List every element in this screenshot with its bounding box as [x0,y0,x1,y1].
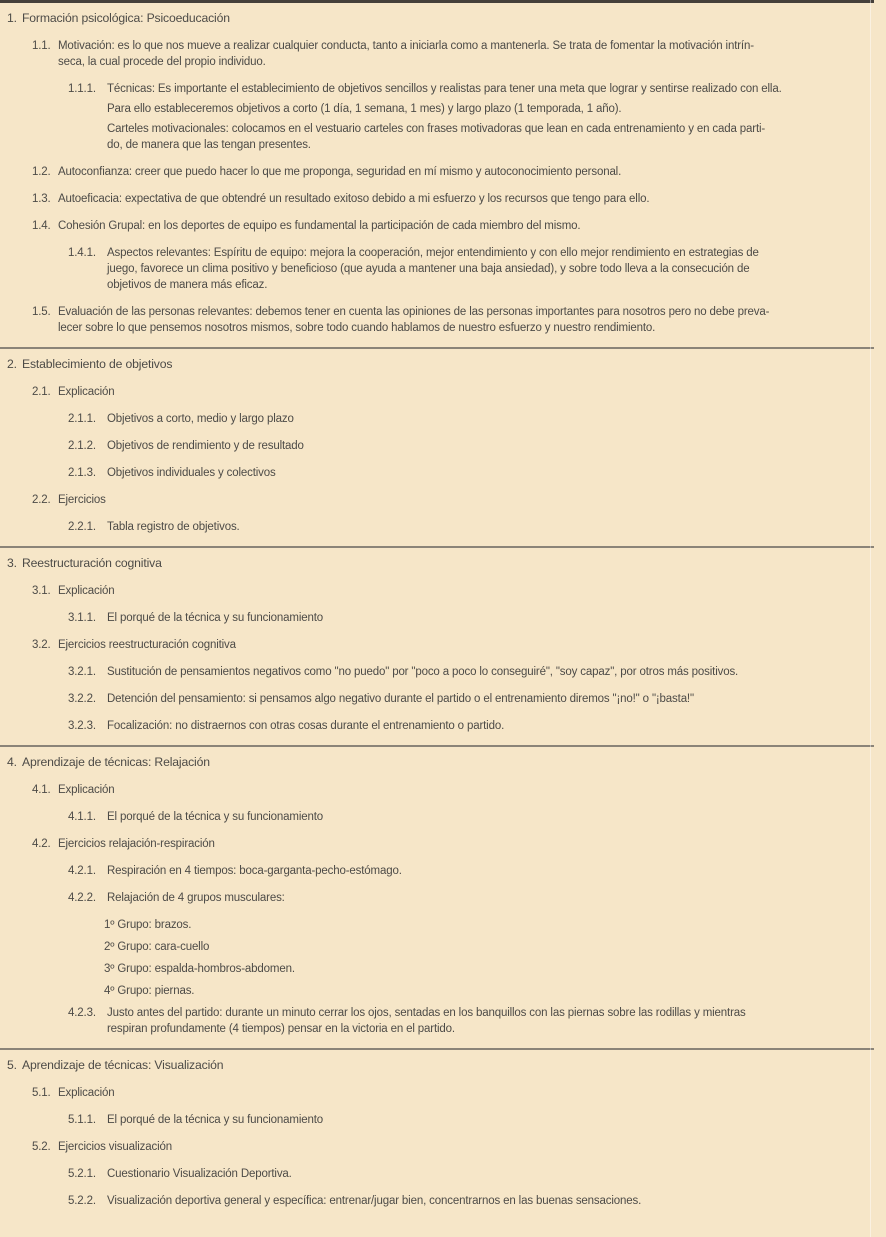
section-number: 1. [7,11,17,25]
item-lines [58,1139,886,1155]
item-line: Justo antes del partido: durante un minuto cerrar los ojos, sentadas en los banquillos con las piernas sobre las rodillas y mientras [107,1007,746,1019]
section-divider [0,1048,874,1050]
outline-item [0,164,886,180]
item-number: 1.3. [32,193,51,205]
outline-item [0,492,886,508]
item-number: 3.1. [32,585,51,597]
item-line: Cuestionario Visualización Deportiva. [107,1168,292,1180]
item-number: 1.4. [32,220,51,232]
item-lines [107,411,886,427]
item-line: El porqué de la técnica y su funcionamiento [107,1114,324,1126]
outline-item [0,691,886,707]
item-line: Focalización: no distraernos con otras cosas durante el entrenamiento o partido. [107,720,505,732]
item-lines [58,782,886,798]
item-number: 5.1. [32,1087,51,1099]
section-header [0,10,886,26]
item-line: Explicación [58,1087,115,1099]
item-number: 2.1.1. [68,413,96,425]
item-lines [107,101,886,117]
item-number: 4.2.2. [68,892,96,904]
outline-section [0,356,886,535]
item-line: Explicación [58,585,115,597]
outline-item [0,1139,886,1155]
item-lines [107,438,886,454]
section-divider [0,347,874,349]
item-line: Relajación de 4 grupos musculares: [107,892,285,904]
item-line: Formación psicológica: Psicoeducación [22,11,230,25]
item-number: 5.2.1. [68,1168,96,1180]
item-line: Tabla registro de objetivos. [107,521,240,533]
outline-item [0,121,886,153]
item-number: 1.1.1. [68,83,96,95]
item-line: 1º Grupo: brazos. [104,919,192,931]
item-line: Explicación [58,386,115,398]
outline-item [0,1112,886,1128]
item-line: Evaluación de las personas relevantes: debemos tener en cuenta las opiniones de las personas importantes para nosotros pero no debe preva- [58,306,770,318]
item-lines [58,218,886,234]
item-lines [107,465,886,481]
item-number: 3.2. [32,639,51,651]
item-number: 4.2.3. [68,1007,96,1019]
item-line: Motivación: es lo que nos mueve a realizar cualquier conducta, tanto a iniciarla como a mantenerla. Se trata de fomentar la motivación intrín- [58,40,754,52]
item-line: Técnicas: Es importante el establecimiento de objetivos sencillos y realistas para tener una meta que lograr y sentirse realizado con ella. [107,83,782,95]
item-line: Para ello estableceremos objetivos a corto (1 día, 1 semana, 1 mes) y largo plazo (1 temporada, 1 año). [107,103,622,115]
outline-item [0,961,886,977]
item-number: 2.1.2. [68,440,96,452]
item-lines [58,836,886,852]
item-number: 3.2.2. [68,693,96,705]
item-line: Autoconfianza: creer que puedo hacer lo que me proponga, seguridad en mí mismo y autoconocimiento personal. [58,166,622,178]
item-lines [104,961,886,977]
item-lines [58,164,886,180]
outline-item [0,1085,886,1101]
item-number: 2.2. [32,494,51,506]
outline-item [0,890,886,906]
item-line: Carteles motivacionales: colocamos en el vestuario carteles con frases motivadoras que lean en cada entrenamiento y en cada parti- [107,123,766,135]
outline-item [0,939,886,955]
section-divider [0,745,874,747]
outline-item [0,38,886,70]
item-line: lecer sobre lo que pensemos nosotros mismos, sobre todo cuando hablamos de nuestro esfuerzo y nuestro rendimiento. [58,322,656,334]
item-line: 4º Grupo: piernas. [104,985,195,997]
section-header-text [22,356,886,372]
item-line: Establecimiento de objetivos [22,357,173,371]
outline-item [0,782,886,798]
outline-item [0,1166,886,1182]
item-lines [104,983,886,999]
item-lines [58,583,886,599]
outline-item [0,245,886,293]
outline-section [0,555,886,734]
item-lines [107,1166,886,1182]
outline-item [0,81,886,97]
section-number: 4. [7,755,17,769]
item-number: 1.4.1. [68,247,96,259]
item-number: 4.1. [32,784,51,796]
item-lines [58,384,886,400]
outline-item [0,384,886,400]
item-lines [107,718,886,734]
item-line: El porqué de la técnica y su funcionamiento [107,612,324,624]
outline-item [0,465,886,481]
item-lines [58,637,886,653]
item-lines [58,304,886,336]
item-line: do, de manera que las tengan presentes. [107,139,311,151]
section-number: 3. [7,556,17,570]
outline-item [0,610,886,626]
section-header [0,1057,886,1073]
item-line: Respiración en 4 tiempos: boca-garganta-pecho-estómago. [107,865,402,877]
item-line: juego, favorece un clima positivo y beneficioso (que ayuda a mantener una baja ansiedad), y sobre todo lleva a la consecución de [107,263,750,275]
item-line: Autoeficacia: expectativa de que obtendré un resultado exitoso debido a mi esfuerzo y los recursos que tengo para ello. [58,193,650,205]
outline-item [0,438,886,454]
outline-item [0,1005,886,1037]
item-line: Objetivos de rendimiento y de resultado [107,440,304,452]
item-number: 1.5. [32,306,51,318]
item-lines [104,939,886,955]
item-line: respiran profundamente (4 tiempos) pensar en la victoria en el partido. [107,1023,455,1035]
section-header [0,555,886,571]
item-line: objetivos de manera más eficaz. [107,279,268,291]
item-line: Objetivos individuales y colectivos [107,467,276,479]
item-lines [107,519,886,535]
item-number: 2.1. [32,386,51,398]
item-lines [107,863,886,879]
item-lines [107,81,886,97]
item-line: Objetivos a corto, medio y largo plazo [107,413,294,425]
item-line: Aspectos relevantes: Espíritu de equipo: mejora la cooperación, mejor entendimiento y con ello mejor rendimiento en estrategias de [107,247,759,259]
item-lines [104,917,886,933]
section-header [0,356,886,372]
item-number: 2.1.3. [68,467,96,479]
section-header-text [22,555,886,571]
outline-item [0,637,886,653]
section-header [0,754,886,770]
section-header-text [22,10,886,26]
item-lines [107,664,886,680]
item-line: 3º Grupo: espalda-hombros-abdomen. [104,963,295,975]
item-line: seca, la cual procede del propio individuo. [58,56,266,68]
item-number: 5.2.2. [68,1195,96,1207]
item-lines [58,38,886,70]
outline-item [0,664,886,680]
outline [0,10,886,1209]
item-line: Aprendizaje de técnicas: Visualización [22,1058,224,1072]
outline-item [0,304,886,336]
item-line: Visualización deportiva general y específica: entrenar/jugar bien, concentrarnos en las buenas sensaciones. [107,1195,642,1207]
item-line: Cohesión Grupal: en los deportes de equipo es fundamental la participación de cada miembro del mismo. [58,220,581,232]
item-lines [58,1085,886,1101]
item-number: 3.2.3. [68,720,96,732]
item-number: 4.2.1. [68,865,96,877]
item-line: 2º Grupo: cara-cuello [104,941,210,953]
item-line: Reestructuración cognitiva [22,556,162,570]
item-line: Detención del pensamiento: si pensamos algo negativo durante el partido o el entrenamiento diremos "¡no!" o "¡basta!" [107,693,694,705]
item-line: Explicación [58,784,115,796]
item-line: Aprendizaje de técnicas: Relajación [22,755,210,769]
item-number: 3.2.1. [68,666,96,678]
outline-item [0,983,886,999]
section-header-text [22,754,886,770]
item-lines [107,890,886,906]
item-lines [107,809,886,825]
item-line: Ejercicios reestructuración cognitiva [58,639,236,651]
outline-item [0,411,886,427]
outline-item [0,191,886,207]
item-number: 4.2. [32,838,51,850]
outline-section [0,1057,886,1209]
section-divider [0,546,874,548]
outline-item [0,218,886,234]
item-number: 1.2. [32,166,51,178]
item-number: 1.1. [32,40,51,52]
item-lines [107,1005,886,1037]
item-line: Sustitución de pensamientos negativos como "no puedo" por "poco a poco lo conseguiré", "soy capaz", por otros más positivos. [107,666,739,678]
outline-item [0,863,886,879]
item-lines [107,1193,886,1209]
item-lines [107,1112,886,1128]
page-top-rule [0,0,874,3]
item-lines [58,492,886,508]
item-line: Ejercicios visualización [58,1141,172,1153]
item-number: 5.2. [32,1141,51,1153]
item-number: 3.1.1. [68,612,96,624]
outline-section [0,754,886,1037]
item-lines [107,121,886,153]
outline-item [0,101,886,117]
item-line: Ejercicios relajación-respiración [58,838,215,850]
outline-item [0,809,886,825]
outline-item [0,1193,886,1209]
section-number: 5. [7,1058,17,1072]
item-lines [107,691,886,707]
section-header-text [22,1057,886,1073]
section-number: 2. [7,357,17,371]
item-number: 5.1.1. [68,1114,96,1126]
outline-item [0,718,886,734]
page-right-edge [870,0,871,1237]
item-number: 2.2.1. [68,521,96,533]
item-lines [107,610,886,626]
item-number: 4.1.1. [68,811,96,823]
outline-item [0,917,886,933]
outline-section [0,10,886,336]
outline-item [0,519,886,535]
item-line: El porqué de la técnica y su funcionamiento [107,811,324,823]
item-line: Ejercicios [58,494,106,506]
outline-item [0,836,886,852]
item-lines [58,191,886,207]
item-lines [107,245,886,293]
outline-item [0,583,886,599]
